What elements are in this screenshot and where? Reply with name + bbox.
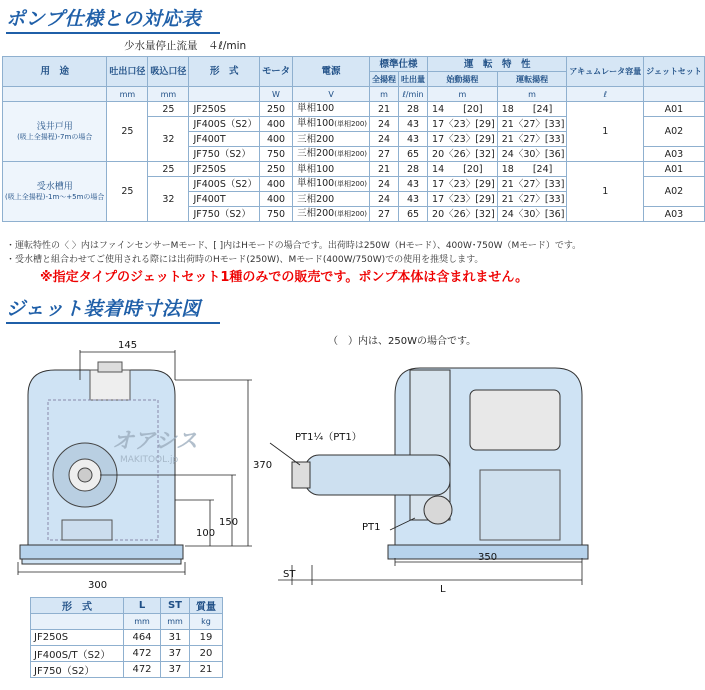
- stop-cell: 21〈27〉[33]: [497, 177, 567, 192]
- table-row: [31, 646, 223, 662]
- head-cell: 27: [370, 147, 399, 162]
- power-text: 単相100: [297, 163, 335, 175]
- h-model: 形 式: [189, 57, 260, 87]
- dimension-drawing: [0, 340, 600, 595]
- table-row: [3, 102, 705, 117]
- h-jet: ジェットセット: [644, 57, 705, 87]
- table-row: [31, 662, 223, 678]
- jet-cell: A03: [644, 147, 705, 162]
- u-power: V: [293, 87, 370, 102]
- table-row: [3, 162, 705, 177]
- power-cell: [293, 192, 370, 207]
- stop-cell: 18 [24]: [497, 162, 567, 177]
- use-cell: [3, 102, 107, 162]
- power-text: 三相200: [297, 208, 335, 219]
- u-model: [189, 87, 260, 102]
- dim-l: L: [440, 584, 446, 595]
- acc-cell: 1: [567, 102, 644, 162]
- model-cell: JF750（S2）: [189, 147, 260, 162]
- h-run-stop: 運転揚程: [497, 72, 567, 87]
- dt-h-l: L: [124, 598, 161, 614]
- flow-cell: 43: [399, 177, 428, 192]
- power-sub: (単相200): [334, 150, 368, 158]
- motor-cell: 400: [259, 177, 292, 192]
- power-text: 単相100: [297, 103, 335, 114]
- dimension-table: [30, 597, 223, 678]
- head-cell: 21: [370, 102, 399, 117]
- model-cell: JF400T: [189, 132, 260, 147]
- dt-h-st: ST: [161, 598, 190, 614]
- title-underline: [6, 32, 220, 34]
- stop-cell: 21〈27〉[33]: [497, 117, 567, 132]
- use-label: 浅井戸用: [36, 121, 73, 132]
- u-start: m: [428, 87, 498, 102]
- dt-model: JF750（S2）: [31, 662, 124, 678]
- use-sub: (吸上全揚程)-7mの場合: [17, 132, 93, 141]
- motor-cell: 250: [259, 162, 292, 177]
- stop-cell: 21〈27〉[33]: [497, 192, 567, 207]
- power-text: 単相100: [297, 178, 335, 189]
- use-cell: [3, 162, 107, 222]
- model-cell: JF400S（S2）: [189, 117, 260, 132]
- dim-100: 100: [196, 528, 216, 539]
- watermark-url: MAKITOOL.jp: [120, 455, 179, 465]
- out-cell: 25: [107, 162, 148, 222]
- power-sub: (単相200): [334, 210, 368, 218]
- u-head: m: [370, 87, 399, 102]
- flow-cell: 65: [399, 207, 428, 222]
- stop-cell: 21〈27〉[33]: [497, 132, 567, 147]
- start-cell: 17〈23〉[29]: [428, 192, 498, 207]
- start-cell: 17〈23〉[29]: [428, 177, 498, 192]
- paren-note: （ ）内は、250Wの場合です。: [328, 336, 477, 347]
- u-in: mm: [148, 87, 189, 102]
- dt-st: 37: [161, 646, 190, 662]
- power-cell: [293, 102, 370, 117]
- dim-150: 150: [219, 517, 239, 528]
- dt-l: 472: [124, 662, 161, 678]
- dim-370: 370: [253, 460, 273, 471]
- h-std: 標準仕様: [370, 57, 428, 72]
- flow-note: 少水量停止流量 ４ℓ/min: [124, 40, 247, 52]
- motor-cell: 750: [259, 147, 292, 162]
- dt-u-model: [31, 614, 124, 630]
- flow-cell: 65: [399, 147, 428, 162]
- u-motor: W: [259, 87, 292, 102]
- dt-st: 37: [161, 662, 190, 678]
- jet-cell: A02: [644, 177, 705, 207]
- head-cell: 21: [370, 162, 399, 177]
- use-label: 受水槽用: [36, 181, 73, 192]
- section1-title: [6, 4, 201, 31]
- u-flow: ℓ/min: [399, 87, 428, 102]
- power-cell: [293, 117, 370, 132]
- pt-bottom-label: PT1: [362, 522, 381, 533]
- model-cell: JF400S（S2）: [189, 177, 260, 192]
- head-cell: 27: [370, 207, 399, 222]
- section2-title-text: ジェット装着時寸法図: [6, 298, 201, 320]
- use-sub: (吸上全揚程)-1m〜+5mの場合: [5, 192, 105, 201]
- model-cell: JF750（S2）: [189, 207, 260, 222]
- dim-350: 350: [478, 552, 498, 563]
- motor-cell: 750: [259, 207, 292, 222]
- motor-cell: 400: [259, 132, 292, 147]
- in-cell: 32: [148, 177, 189, 222]
- spec-table: [2, 56, 705, 222]
- head-cell: 24: [370, 132, 399, 147]
- flow-cell: 43: [399, 132, 428, 147]
- dt-st: 31: [161, 630, 190, 646]
- jet-cell: A02: [644, 117, 705, 147]
- dt-h-weight: 質量: [190, 598, 223, 614]
- power-cell: [293, 177, 370, 192]
- h-acc: アキュムレータ容量: [567, 57, 644, 87]
- power-text: 三相200: [297, 193, 335, 205]
- flow-cell: 43: [399, 192, 428, 207]
- dt-w: 20: [190, 646, 223, 662]
- warning-text: ※指定タイプのジェットセット1種のみでの販売です。ポンプ本体は含まれません。: [40, 270, 529, 285]
- model-cell: JF400T: [189, 192, 260, 207]
- jet-cell: A01: [644, 102, 705, 117]
- dt-model: JF250S: [31, 630, 124, 646]
- stop-cell: 24〈30〉[36]: [497, 147, 567, 162]
- power-cell: [293, 207, 370, 222]
- note-1: ・運転特性の〈 〉内はファインセンサーMモード、[ ]内はHモードの場合です。出荷時は250W（Hモード）、400W･750W（Mモード）です。: [6, 241, 582, 251]
- motor-cell: 250: [259, 102, 292, 117]
- out-cell: 25: [107, 102, 148, 162]
- h-motor: モータ: [259, 57, 292, 87]
- dt-w: 19: [190, 630, 223, 646]
- h-use: 用 途: [3, 57, 107, 87]
- pt-top-label: PT1¼（PT1）: [295, 432, 362, 443]
- flow-cell: 43: [399, 117, 428, 132]
- dim-st: ST: [283, 569, 296, 580]
- h-in: 吸込口径: [148, 57, 189, 87]
- dt-h-model: 形 式: [31, 598, 124, 614]
- dim-145: 145: [118, 340, 138, 351]
- motor-cell: 400: [259, 192, 292, 207]
- h-out: 吐出口径: [107, 57, 148, 87]
- h-run: 運 転 特 性: [428, 57, 567, 72]
- dt-l: 472: [124, 646, 161, 662]
- in-cell: 32: [148, 117, 189, 162]
- start-cell: 17〈23〉[29]: [428, 132, 498, 147]
- power-cell: [293, 147, 370, 162]
- power-text: 三相200: [297, 133, 335, 145]
- start-cell: 20〈26〉[32]: [428, 207, 498, 222]
- dt-model: JF400S/T（S2）: [31, 646, 124, 662]
- u-stop: m: [497, 87, 567, 102]
- dt-u-w: kg: [190, 614, 223, 630]
- dt-u-st: mm: [161, 614, 190, 630]
- stop-cell: 24〈30〉[36]: [497, 207, 567, 222]
- table-row: [31, 630, 223, 646]
- model-cell: JF250S: [189, 162, 260, 177]
- section2-title: [6, 294, 201, 321]
- h-std-flow: 吐出量: [399, 72, 428, 87]
- start-cell: 20〈26〉[32]: [428, 147, 498, 162]
- head-cell: 24: [370, 177, 399, 192]
- jet-cell: A03: [644, 207, 705, 222]
- section1-title-text: ポンプ仕様との対応表: [6, 8, 202, 30]
- dim-300: 300: [88, 580, 108, 591]
- dt-w: 21: [190, 662, 223, 678]
- flow-cell: 28: [399, 162, 428, 177]
- u-jet: [644, 87, 705, 102]
- h-run-start: 始動揚程: [428, 72, 498, 87]
- model-cell: JF250S: [189, 102, 260, 117]
- start-cell: 17〈23〉[29]: [428, 117, 498, 132]
- h-power: 電源: [293, 57, 370, 87]
- dt-u-l: mm: [124, 614, 161, 630]
- start-cell: 14 [20]: [428, 102, 498, 117]
- power-cell: [293, 162, 370, 177]
- u-acc: ℓ: [567, 87, 644, 102]
- start-cell: 14 [20]: [428, 162, 498, 177]
- motor-cell: 400: [259, 117, 292, 132]
- power-text: 三相200: [297, 148, 335, 159]
- flow-cell: 28: [399, 102, 428, 117]
- head-cell: 24: [370, 117, 399, 132]
- title-underline: [6, 322, 220, 324]
- power-text: 単相100: [297, 118, 335, 129]
- jet-cell: A01: [644, 162, 705, 177]
- power-sub: (単相200): [334, 180, 368, 188]
- power-cell: [293, 132, 370, 147]
- note-2: ・受水槽と組合わせてご使用される際には出荷時のHモード(250W)、Mモード(400W/750W)での使用を推奨します。: [6, 255, 484, 265]
- acc-cell: 1: [567, 162, 644, 222]
- power-sub: (単相200): [334, 120, 368, 128]
- head-cell: 24: [370, 192, 399, 207]
- dt-l: 464: [124, 630, 161, 646]
- in-cell: 25: [148, 162, 189, 177]
- stop-cell: 18 [24]: [497, 102, 567, 117]
- side-view: [292, 368, 588, 559]
- u-use: [3, 87, 107, 102]
- in-cell: 25: [148, 102, 189, 117]
- h-std-head: 全揚程: [370, 72, 399, 87]
- watermark-logo: オアシス: [112, 429, 198, 454]
- u-out: mm: [107, 87, 148, 102]
